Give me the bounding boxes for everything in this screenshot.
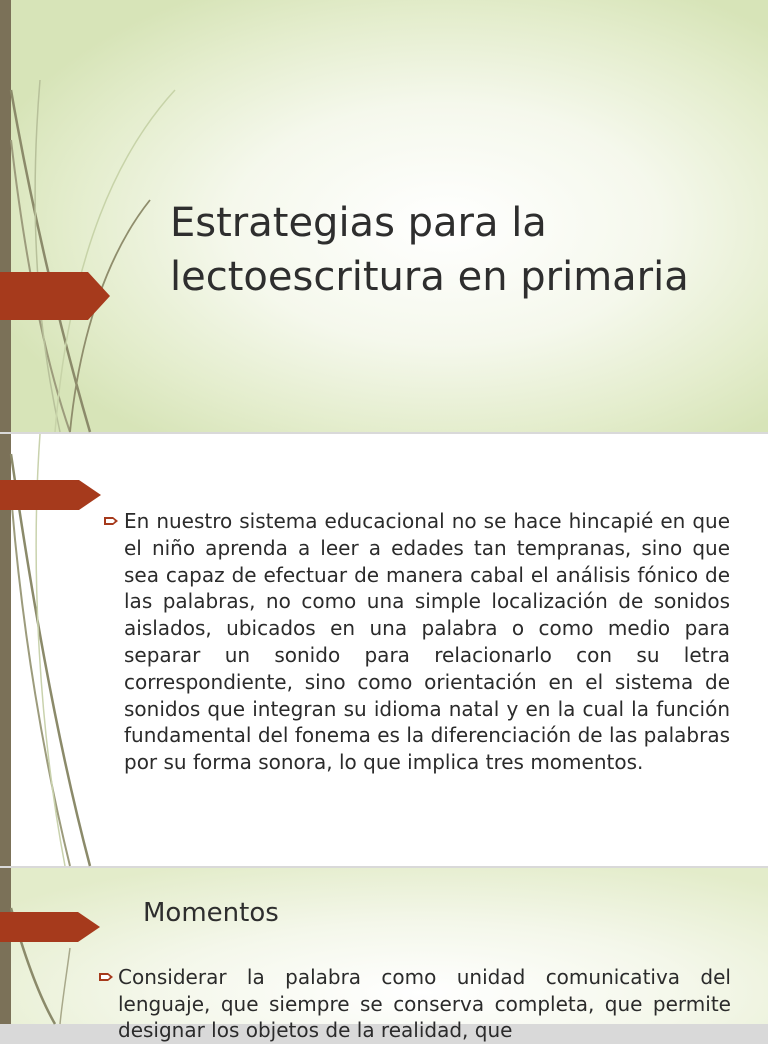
section-heading: Momentos — [143, 898, 279, 928]
arrow-bullet-icon — [104, 516, 118, 526]
decorative-curves — [0, 0, 180, 432]
title-slide — [0, 0, 768, 432]
bullet-text: Considerar la palabra como unidad comunicativa del lenguaje, que siempre se conserva completa, que permite designar los objetos de la realidad, que — [118, 965, 731, 1042]
body-text — [104, 508, 730, 776]
content-slide — [0, 434, 768, 866]
list-item — [104, 508, 730, 776]
slide-title — [170, 196, 750, 304]
arrow-bullet-icon — [99, 972, 113, 982]
title-line-2: lectoescritura en primaria — [170, 254, 689, 300]
list-item — [99, 964, 731, 1044]
body-text — [99, 964, 731, 1044]
accent-tab — [0, 272, 110, 320]
title-line-1: Estrategias para la — [170, 200, 547, 246]
momentos-slide — [0, 868, 768, 1042]
bullet-text: En nuestro sistema educacional no se hace hincapié en que el niño aprenda a leer a edades tan tempranas, sino que sea capaz de efectuar de manera cabal el análisis fónico de las palabras, no como una simple localización de sonidos aislados, ubicados en una palabra o como medio para separar un sonido para relacionarlo con su letra correspondiente, sino como orientación en el sistema de sonidos que integran su idioma natal y en la cual la función fundamental del fonema es la diferenciación de las palabras por su forma sonora, lo que implica tres momentos. — [124, 509, 730, 775]
